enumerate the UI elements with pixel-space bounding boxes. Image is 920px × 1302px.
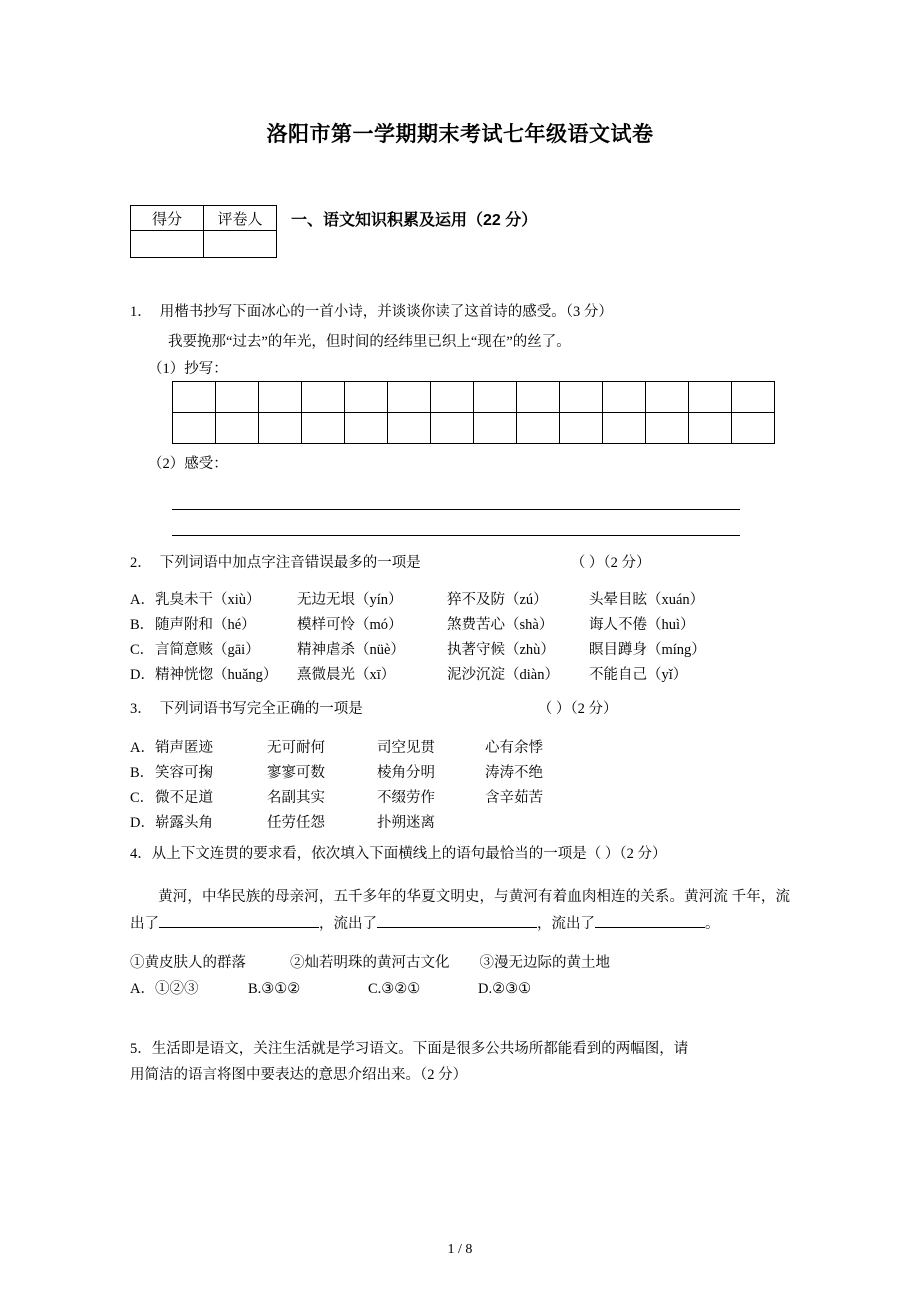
section-heading: 一、语文知识积累及运用（22 分） bbox=[291, 212, 538, 229]
option-row[interactable] bbox=[130, 736, 543, 761]
option-row[interactable] bbox=[130, 638, 706, 663]
q4-answer-c[interactable]: C.③②① bbox=[368, 981, 421, 997]
option-item: 涛涛不绝 bbox=[484, 765, 543, 781]
question-3-stem bbox=[130, 697, 830, 722]
question-5-number: 5． bbox=[130, 1041, 152, 1057]
q4-item-3: ③漫无边际的黄土地 bbox=[479, 955, 610, 971]
passage-blank-2[interactable] bbox=[377, 927, 537, 928]
option-item: 无可耐何 bbox=[266, 740, 325, 756]
question-2-bracket: （ ）（2 分） bbox=[570, 555, 651, 571]
grid-cell[interactable] bbox=[259, 382, 302, 413]
grid-cell[interactable] bbox=[474, 413, 517, 444]
option-item: 销声匿迹 bbox=[154, 740, 213, 756]
q4-answer-a[interactable]: A．①②③ bbox=[130, 981, 199, 997]
option-row[interactable] bbox=[130, 663, 706, 688]
option-item: 煞费苦心（shà） bbox=[446, 617, 554, 633]
grader-header-cell: 评卷人 bbox=[204, 206, 277, 231]
grid-cell[interactable] bbox=[603, 382, 646, 413]
question-1-sub2-label: （2）感受： bbox=[148, 456, 228, 472]
page-title: 洛阳市第一学期期末考试七年级语文试卷 bbox=[266, 123, 654, 146]
option-item: 寥寥可数 bbox=[266, 765, 325, 781]
grid-cell[interactable] bbox=[259, 413, 302, 444]
option-label: B． bbox=[130, 617, 155, 633]
grid-cell[interactable] bbox=[431, 382, 474, 413]
question-2-text: 下列词语中加点字注音错误最多的一项是 bbox=[159, 555, 421, 571]
answer-lines[interactable] bbox=[172, 484, 740, 536]
option-row[interactable] bbox=[130, 761, 543, 786]
grid-cell[interactable] bbox=[302, 413, 345, 444]
score-table bbox=[130, 205, 277, 258]
grid-cell[interactable] bbox=[388, 413, 431, 444]
option-item: 泥沙沉淀（diàn） bbox=[446, 667, 559, 683]
option-row[interactable] bbox=[130, 588, 706, 613]
score-box-row bbox=[130, 205, 537, 258]
passage-part-5: 。 bbox=[705, 915, 720, 932]
option-label: D． bbox=[130, 667, 155, 683]
question-5-stem-line2: 用简洁的语言将图中要表达的意思介绍出来。（2 分） bbox=[130, 1067, 468, 1083]
option-item: 心有余悸 bbox=[484, 740, 543, 756]
grid-cell[interactable] bbox=[345, 413, 388, 444]
question-1-text: 用楷书抄写下面冰心的一首小诗，并谈谈你读了这首诗的感受。（3 分） bbox=[159, 304, 613, 320]
grid-cell[interactable] bbox=[431, 413, 474, 444]
question-5-text-1: 生活即是语文，关注生活就是学习语文。下面是很多公共场所都能看到的两幅图，请 bbox=[151, 1041, 689, 1057]
option-item: 猝不及防（zú） bbox=[446, 592, 548, 608]
grid-cell[interactable] bbox=[560, 382, 603, 413]
grid-cell[interactable] bbox=[689, 413, 732, 444]
question-4-number: 4． bbox=[130, 846, 152, 862]
grid-cell[interactable] bbox=[517, 382, 560, 413]
grid-cell[interactable] bbox=[216, 413, 259, 444]
grid-cell[interactable] bbox=[173, 413, 216, 444]
question-1-sub1-label: （1）抄写： bbox=[148, 361, 228, 377]
option-item: 诲人不倦（huì） bbox=[588, 617, 695, 633]
option-item: 微不足道 bbox=[154, 790, 213, 806]
option-label: C． bbox=[130, 790, 155, 806]
option-item: 扑朔迷离 bbox=[376, 815, 435, 831]
option-item: 瞑目蹲身（míng） bbox=[588, 642, 706, 658]
passage-blank-3[interactable] bbox=[595, 927, 705, 928]
option-row[interactable] bbox=[130, 613, 706, 638]
grid-cell[interactable] bbox=[345, 382, 388, 413]
option-item: 司空见贯 bbox=[376, 740, 435, 756]
option-item: 精神虐杀（nüè） bbox=[296, 642, 405, 658]
grid-cell[interactable] bbox=[646, 382, 689, 413]
option-item: 精神恍惚（huǎng） bbox=[154, 667, 278, 683]
grid-cell[interactable] bbox=[732, 382, 775, 413]
grid-cell[interactable] bbox=[603, 413, 646, 444]
question-1-stem bbox=[130, 300, 830, 325]
handwriting-grid-table[interactable] bbox=[172, 381, 775, 444]
question-1-number: 1． bbox=[130, 304, 152, 320]
option-item: 棱角分明 bbox=[376, 765, 435, 781]
answer-line[interactable] bbox=[172, 484, 740, 510]
grid-cell[interactable] bbox=[646, 413, 689, 444]
grid-cell[interactable] bbox=[517, 413, 560, 444]
passage-part-4: 了 bbox=[580, 915, 595, 932]
q4-item-2: ②灿若明珠的黄河古文化 bbox=[290, 955, 450, 971]
question-1-poem: 我要挽那“过去”的年光，但时间的经纬里已织上“现在”的丝了。 bbox=[168, 334, 571, 350]
question-4-answers bbox=[130, 977, 850, 1002]
passage-blank-1[interactable] bbox=[159, 927, 319, 928]
q4-answer-b[interactable]: B.③①② bbox=[248, 981, 301, 997]
grid-cell[interactable] bbox=[388, 382, 431, 413]
option-item: 不缀劳作 bbox=[376, 790, 435, 806]
option-item: 模样可怜（mó） bbox=[296, 617, 403, 633]
answer-line[interactable] bbox=[172, 510, 740, 536]
option-item: 熹微晨光（xī） bbox=[296, 667, 396, 683]
option-label: D． bbox=[130, 815, 155, 831]
page-number: 1 / 8 bbox=[447, 1242, 473, 1257]
question-4-passage bbox=[130, 884, 790, 938]
option-row[interactable] bbox=[130, 786, 543, 811]
option-item: 执著守候（zhù） bbox=[446, 642, 555, 658]
question-3-bracket: （ ）（2 分） bbox=[537, 701, 618, 717]
handwriting-grid[interactable] bbox=[172, 381, 775, 444]
question-4-items bbox=[130, 951, 850, 976]
grid-cell[interactable] bbox=[689, 382, 732, 413]
question-2-stem bbox=[130, 551, 830, 576]
score-value-cell[interactable] bbox=[131, 231, 204, 258]
question-3-number: 3． bbox=[130, 701, 152, 717]
question-5-stem-line1 bbox=[130, 1037, 830, 1062]
option-item: 无边无垠（yín） bbox=[296, 592, 403, 608]
question-4-text: 从上下文连贯的要求看，依次填入下面横线上的语句最恰当的一项是（ ）（2 分） bbox=[151, 846, 667, 862]
grid-cell[interactable] bbox=[560, 413, 603, 444]
question-3-options bbox=[130, 736, 543, 836]
passage-part-1: 黄河，中华民族的母亲河，五千多年的华夏文明史，与黄河有着血肉相连的关系。黄河流 千年，流出了 bbox=[130, 889, 790, 932]
grid-cell[interactable] bbox=[173, 382, 216, 413]
option-label: A． bbox=[130, 740, 155, 756]
option-item: 言简意赅（gāi） bbox=[154, 642, 260, 658]
option-item: 乳臭未干（xiù） bbox=[154, 592, 261, 608]
question-4-stem bbox=[130, 842, 850, 867]
grid-cell[interactable] bbox=[474, 382, 517, 413]
option-label: B． bbox=[130, 765, 155, 781]
passage-part-3: ，流出 bbox=[537, 915, 581, 932]
option-item bbox=[485, 811, 543, 836]
question-2-options bbox=[130, 588, 706, 688]
option-item: 头晕目眩（xuán） bbox=[588, 592, 705, 608]
option-row[interactable] bbox=[130, 811, 543, 836]
option-label: C． bbox=[130, 642, 155, 658]
passage-part-2: ，流出了 bbox=[319, 915, 377, 932]
option-item: 名副其实 bbox=[266, 790, 325, 806]
q4-item-1: ①黄皮肤人的群落 bbox=[130, 955, 246, 971]
score-header-cell: 得分 bbox=[131, 206, 204, 231]
question-3-text: 下列词语书写完全正确的一项是 bbox=[159, 701, 363, 717]
option-item: 笑容可掬 bbox=[154, 765, 213, 781]
grid-cell[interactable] bbox=[216, 382, 259, 413]
question-2-number: 2． bbox=[130, 555, 152, 571]
option-item: 不能自己（yǐ） bbox=[588, 667, 688, 683]
q4-answer-d[interactable]: D.②③① bbox=[478, 981, 532, 997]
option-item: 崭露头角 bbox=[154, 815, 213, 831]
option-item: 任劳任怨 bbox=[266, 815, 325, 831]
grid-cell[interactable] bbox=[302, 382, 345, 413]
option-item: 随声附和（hé） bbox=[154, 617, 256, 633]
grid-cell[interactable] bbox=[732, 413, 775, 444]
option-label: A． bbox=[130, 592, 155, 608]
grader-value-cell[interactable] bbox=[204, 231, 277, 258]
option-item: 含辛茹苦 bbox=[484, 790, 543, 806]
